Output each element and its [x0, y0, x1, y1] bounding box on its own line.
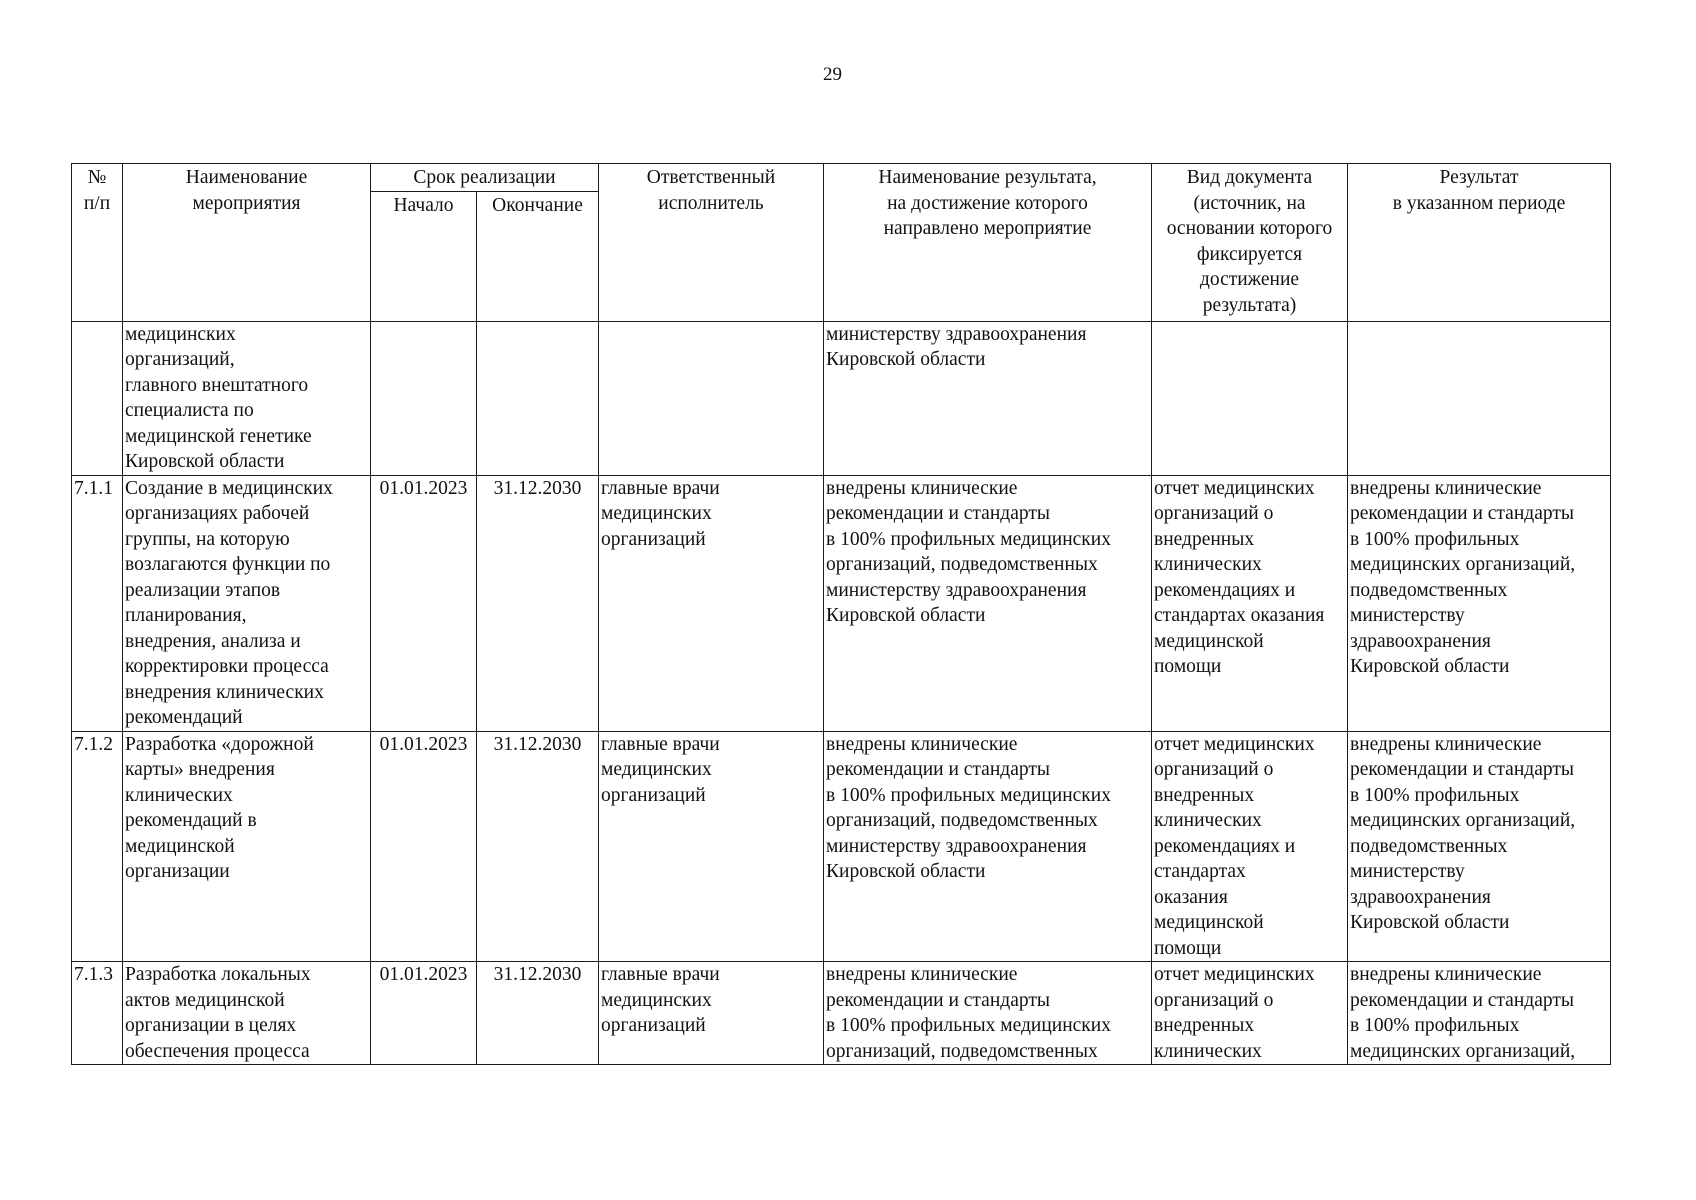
header-num: № п/п	[72, 164, 123, 322]
table-row	[72, 962, 1611, 1065]
table-row	[72, 731, 1611, 962]
page-number: 29	[823, 64, 842, 85]
row-num: 7.1.1	[72, 475, 123, 731]
header-end: Окончание	[477, 191, 599, 321]
table-row	[72, 475, 1611, 731]
header-activity-name: Наименование мероприятия	[123, 164, 371, 322]
row-end: 31.12.2030	[477, 475, 599, 731]
row-num: 7.1.2	[72, 731, 123, 962]
header-result-name: Наименование результата, на достижение которого направлено мероприятие	[824, 164, 1152, 322]
row-responsible: главные врачи медицинских организаций	[599, 962, 824, 1065]
row-num: 7.1.3	[72, 962, 123, 1065]
activities-table	[71, 163, 1611, 1065]
row-result-name: внедрены клинические рекомендации и стандарты в 100% профильных медицинских организаций, подведомственных министерству здравоохранения Кировской области	[824, 475, 1152, 731]
row-activity-name: Создание в медицинских организациях рабочей группы, на которую возлагаются функции по реализации этапов планирования, внедрения, анализа и корректировки процесса внедрения клинических рекомендаций	[123, 475, 371, 731]
row-num	[72, 321, 123, 475]
row-document-type: отчет медицинских организаций о внедренных клинических	[1152, 962, 1348, 1065]
row-end: 31.12.2030	[477, 962, 599, 1065]
row-document-type	[1152, 321, 1348, 475]
row-document-type: отчет медицинских организаций о внедренных клинических рекомендациях и стандартах оказания медицинской помощи	[1152, 475, 1348, 731]
header-result: Результат в указанном периоде	[1348, 164, 1611, 322]
row-responsible: главные врачи медицинских организаций	[599, 731, 824, 962]
row-activity-name: медицинских организаций, главного внештатного специалиста по медицинской генетике Кировской области	[123, 321, 371, 475]
row-responsible	[599, 321, 824, 475]
row-result: внедрены клинические рекомендации и стандарты в 100% профильных медицинских организаций, подведомственных министерству здравоохранения Кировской области	[1348, 475, 1611, 731]
row-start: 01.01.2023	[371, 962, 477, 1065]
row-start: 01.01.2023	[371, 731, 477, 962]
row-end	[477, 321, 599, 475]
row-result: внедрены клинические рекомендации и стандарты в 100% профильных медицинских организаций,	[1348, 962, 1611, 1065]
row-end: 31.12.2030	[477, 731, 599, 962]
row-document-type: отчет медицинских организаций о внедренных клинических рекомендациях и стандартах оказания медицинской помощи	[1152, 731, 1348, 962]
row-result-name: внедрены клинические рекомендации и стандарты в 100% профильных медицинских организаций, подведомственных министерству здравоохранения Кировской области	[824, 731, 1152, 962]
row-start: 01.01.2023	[371, 475, 477, 731]
row-activity-name: Разработка «дорожной карты» внедрения клинических рекомендаций в медицинской организации	[123, 731, 371, 962]
row-start	[371, 321, 477, 475]
table-header-row	[72, 164, 1611, 192]
header-period: Срок реализации	[371, 164, 599, 192]
row-result	[1348, 321, 1611, 475]
row-result-name: министерству здравоохранения Кировской области	[824, 321, 1152, 475]
header-document-type: Вид документа (источник, на основании которого фиксируется достижение результата)	[1152, 164, 1348, 322]
row-responsible: главные врачи медицинских организаций	[599, 475, 824, 731]
row-result-name: внедрены клинические рекомендации и стандарты в 100% профильных медицинских организаций, подведомственных	[824, 962, 1152, 1065]
header-start: Начало	[371, 191, 477, 321]
table-row	[72, 321, 1611, 475]
header-responsible: Ответственный исполнитель	[599, 164, 824, 322]
row-result: внедрены клинические рекомендации и стандарты в 100% профильных медицинских организаций, подведомственных министерству здравоохранения Кировской области	[1348, 731, 1611, 962]
row-activity-name: Разработка локальных актов медицинской организации в целях обеспечения процесса	[123, 962, 371, 1065]
